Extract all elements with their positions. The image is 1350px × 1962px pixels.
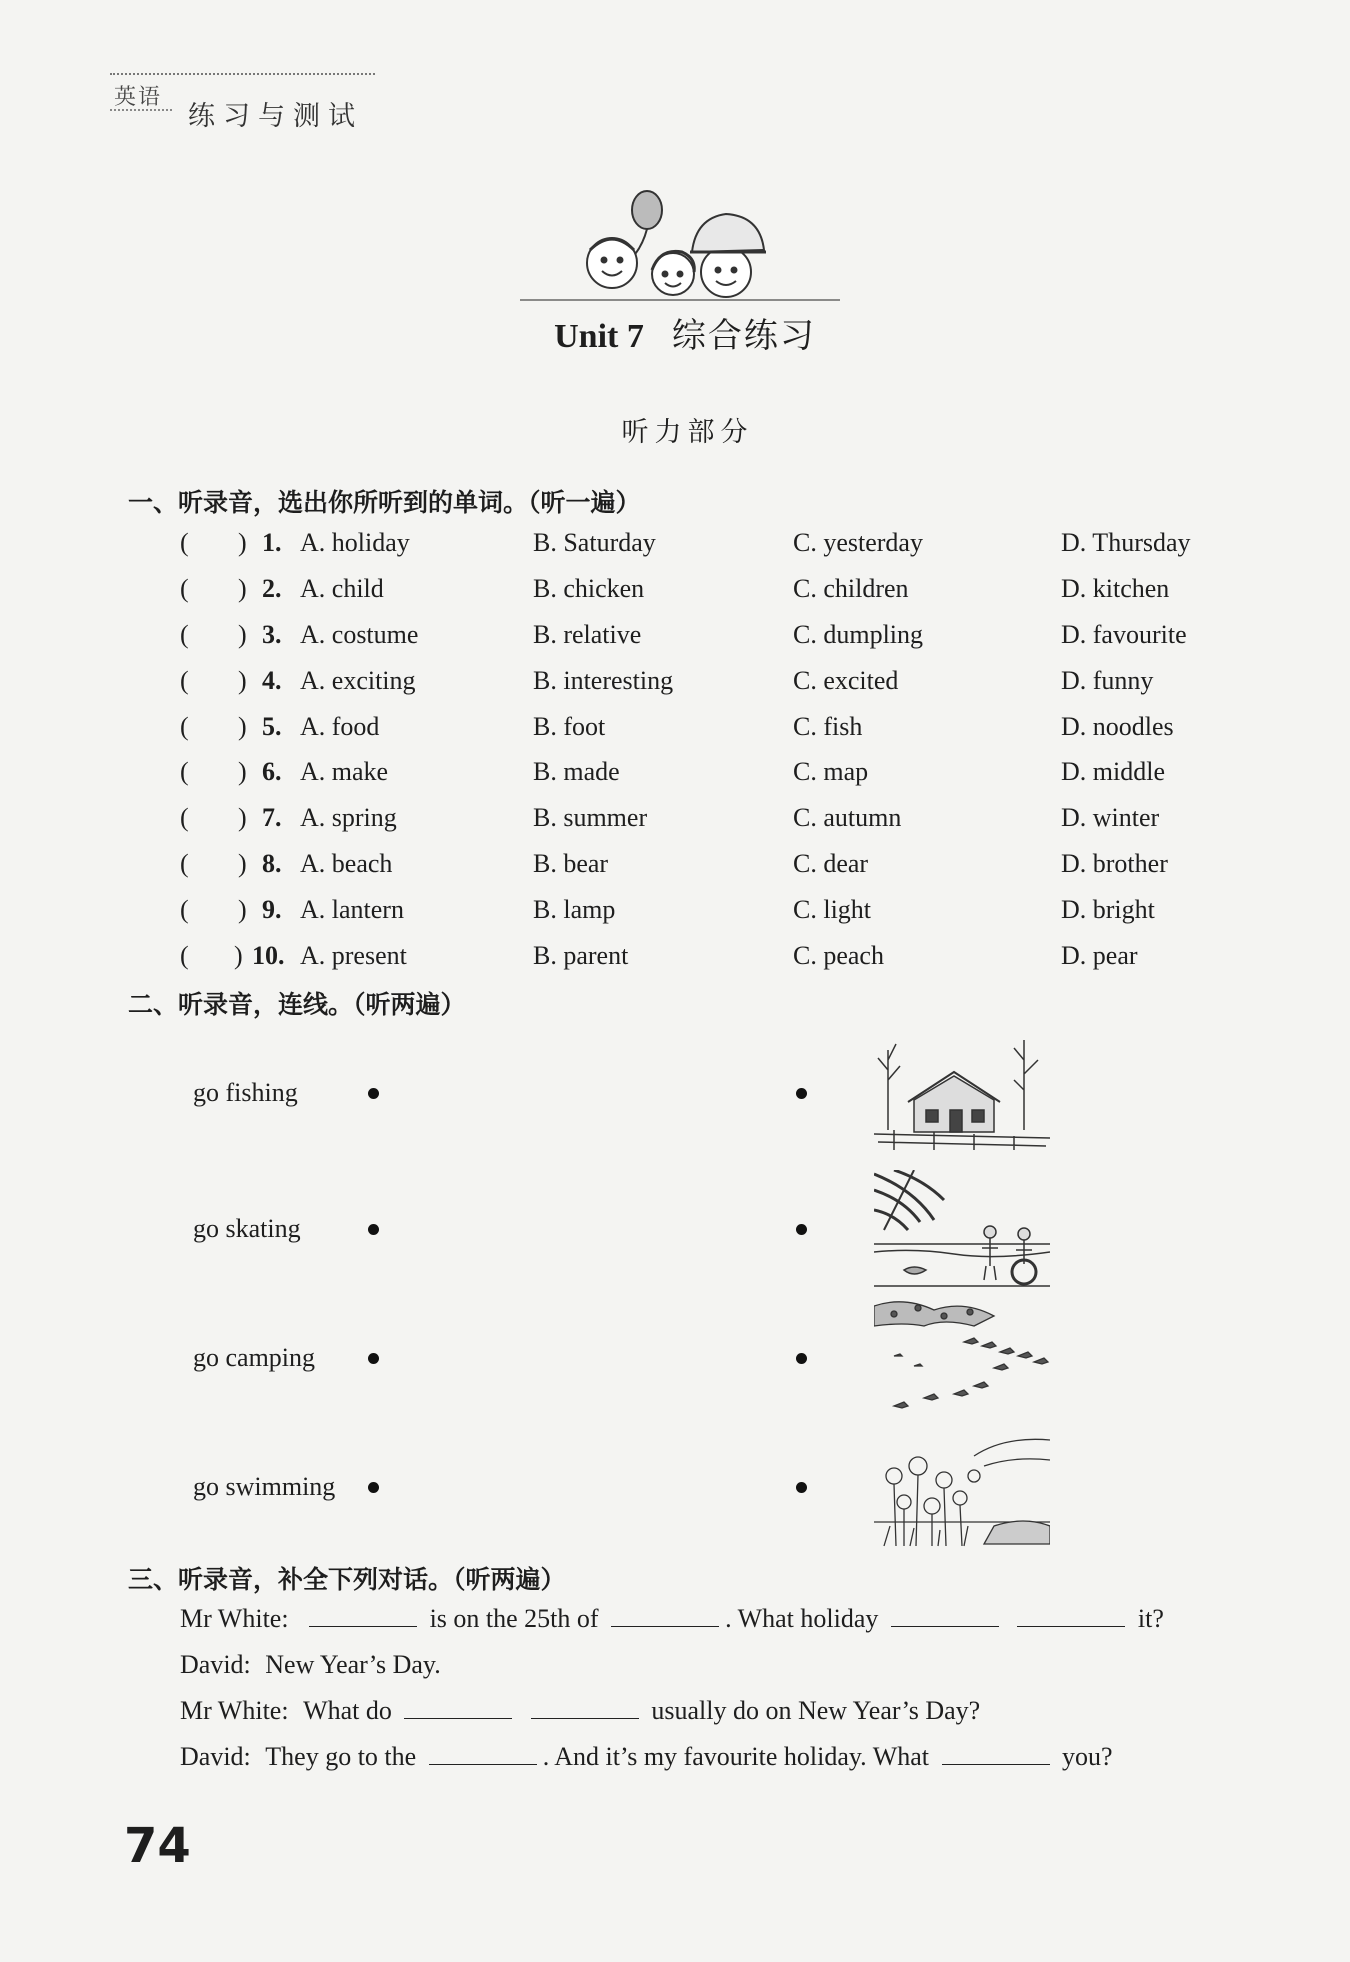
answer-paren-close: ): [238, 849, 247, 878]
answer-paren-close: ): [238, 757, 247, 786]
speaker-mr-white: Mr White:: [180, 1604, 289, 1633]
unit-title-en: Unit 7: [554, 318, 644, 355]
answer-paren-open[interactable]: (: [180, 712, 189, 741]
blank-2[interactable]: [611, 1604, 719, 1627]
answer-paren-close: ): [238, 574, 247, 603]
match-dot-left[interactable]: [368, 1088, 379, 1099]
book-title: 练习与测试: [188, 101, 363, 132]
blank-6[interactable]: [531, 1696, 639, 1719]
unit-title-cn: 综合练习: [671, 316, 816, 356]
answer-paren-close: ): [238, 666, 247, 695]
page-number: 74: [124, 1818, 191, 1874]
answer-paren-close: ): [238, 712, 247, 741]
option-d: D. winter: [1061, 803, 1160, 832]
option-a: A. exciting: [300, 666, 416, 695]
option-c: C. excited: [793, 666, 899, 695]
speaker-david: David:: [180, 1650, 251, 1679]
option-b: B. bear: [533, 849, 609, 878]
question-row: [0, 666, 1350, 706]
answer-paren-close: ): [238, 895, 247, 924]
question-number: 3.: [262, 620, 282, 649]
question-row: [0, 574, 1350, 614]
answer-paren-open[interactable]: (: [180, 528, 189, 557]
dialogue-line-2: [180, 1650, 441, 1680]
option-a: A. costume: [300, 620, 419, 649]
match-item-swimming: go swimming: [193, 1472, 336, 1501]
option-a: A. make: [300, 757, 389, 786]
blank-4[interactable]: [1017, 1604, 1125, 1627]
option-c: C. dear: [793, 849, 869, 878]
question-row: [0, 895, 1350, 935]
option-a: A. beach: [300, 849, 393, 878]
option-b: B. parent: [533, 941, 629, 970]
question-row: [0, 941, 1350, 981]
answer-paren-open[interactable]: (: [180, 941, 189, 970]
question-number: 9.: [262, 895, 282, 924]
question-number: 4.: [262, 666, 282, 695]
answer-paren-close: ): [238, 803, 247, 832]
question-number: 7.: [262, 803, 282, 832]
answer-paren-open[interactable]: (: [180, 666, 189, 695]
option-b: B. lamp: [533, 895, 616, 924]
question-number: 6.: [262, 757, 282, 786]
option-a: A. food: [300, 712, 380, 741]
question-number: 8.: [262, 849, 282, 878]
option-b: B. Saturday: [533, 528, 656, 557]
dialogue-line-1: [180, 1604, 1164, 1634]
match-dot-left[interactable]: [368, 1353, 379, 1364]
dialogue-text: What do: [303, 1696, 392, 1725]
kids-mascot-icon: [520, 188, 840, 306]
blank-5[interactable]: [404, 1696, 512, 1719]
dialogue-line-3: [180, 1696, 980, 1726]
option-c: C. fish: [793, 712, 863, 741]
match-item-camping: go camping: [193, 1343, 316, 1372]
question-number: 1.: [262, 528, 282, 557]
question-row: [0, 849, 1350, 889]
header-rule: [110, 73, 375, 75]
option-a: A. present: [300, 941, 407, 970]
answer-paren-open[interactable]: (: [180, 757, 189, 786]
option-a: A. child: [300, 574, 384, 603]
question-row: [0, 712, 1350, 752]
blank-7[interactable]: [429, 1742, 537, 1765]
option-c: C. autumn: [793, 803, 902, 832]
dialogue-text: . What holiday: [725, 1604, 879, 1633]
dialogue-text: usually do on New Year’s Day?: [651, 1696, 981, 1725]
section3-heading: 三、听录音，补全下列对话。（听两遍）: [128, 1565, 566, 1594]
beach-palm-icon: [874, 1170, 1050, 1292]
dialogue-text: you?: [1062, 1742, 1113, 1771]
question-row: [0, 803, 1350, 843]
question-row: [0, 620, 1350, 660]
option-b: B. summer: [533, 803, 648, 832]
option-b: B. chicken: [533, 574, 645, 603]
dialogue-text: New Year’s Day.: [265, 1650, 441, 1679]
section1-heading: 一、听录音，选出你所听到的单词。（听一遍）: [128, 488, 641, 517]
section2-heading: 二、听录音，连线。（听两遍）: [128, 990, 466, 1019]
match-item-fishing: go fishing: [193, 1078, 298, 1107]
option-d: D. favourite: [1061, 620, 1187, 649]
answer-paren-open[interactable]: (: [180, 849, 189, 878]
option-c: C. dumpling: [793, 620, 924, 649]
autumn-geese-icon: [874, 1296, 1050, 1418]
match-dot-right[interactable]: [796, 1353, 807, 1364]
option-b: B. relative: [533, 620, 642, 649]
option-c: C. children: [793, 574, 909, 603]
option-b: B. interesting: [533, 666, 674, 695]
subject-underline: [110, 109, 172, 111]
answer-paren-close: ): [238, 620, 247, 649]
option-d: D. funny: [1061, 666, 1154, 695]
dialogue-text: is on the 25th of: [429, 1604, 599, 1633]
match-item-skating: go skating: [193, 1214, 301, 1243]
option-a: A. spring: [300, 803, 397, 832]
answer-paren-close: ): [238, 528, 247, 557]
option-b: B. made: [533, 757, 620, 786]
dialogue-text: it?: [1137, 1604, 1164, 1633]
speaker-david: David:: [180, 1742, 251, 1771]
option-d: D. noodles: [1061, 712, 1174, 741]
answer-paren-close: ): [234, 941, 243, 970]
listening-part-title: 听力部分: [621, 417, 754, 448]
option-d: D. pear: [1061, 941, 1138, 970]
option-c: C. yesterday: [793, 528, 923, 557]
answer-paren-open[interactable]: (: [180, 803, 189, 832]
blank-1[interactable]: [309, 1604, 417, 1627]
answer-paren-open[interactable]: (: [180, 895, 189, 924]
dialogue-text: They go to the: [265, 1742, 417, 1771]
spring-flowers-icon: [874, 1426, 1050, 1548]
option-a: A. lantern: [300, 895, 404, 924]
blank-8[interactable]: [942, 1742, 1050, 1765]
subject-label: 英语: [114, 85, 163, 110]
option-d: D. brother: [1061, 849, 1168, 878]
dialogue-line-4: [180, 1742, 1113, 1772]
match-dot-right[interactable]: [796, 1088, 807, 1099]
question-number: 5.: [262, 712, 282, 741]
question-number: 2.: [262, 574, 282, 603]
answer-paren-open[interactable]: (: [180, 574, 189, 603]
answer-paren-open[interactable]: (: [180, 620, 189, 649]
match-dot-right[interactable]: [796, 1224, 807, 1235]
winter-house-icon: [874, 1030, 1050, 1152]
question-row: [0, 528, 1350, 568]
option-c: C. map: [793, 757, 869, 786]
unit-title: [0, 308, 1350, 357]
option-d: D. Thursday: [1061, 528, 1191, 557]
option-d: D. bright: [1061, 895, 1155, 924]
match-dot-left[interactable]: [368, 1482, 379, 1493]
match-dot-left[interactable]: [368, 1224, 379, 1235]
option-a: A. holiday: [300, 528, 410, 557]
option-d: D. kitchen: [1061, 574, 1170, 603]
question-row: [0, 757, 1350, 797]
speaker-mr-white: Mr White:: [180, 1696, 289, 1725]
blank-3[interactable]: [891, 1604, 999, 1627]
question-number: 10.: [252, 941, 285, 970]
option-c: C. peach: [793, 941, 884, 970]
match-dot-right[interactable]: [796, 1482, 807, 1493]
option-b: B. foot: [533, 712, 606, 741]
option-d: D. middle: [1061, 757, 1165, 786]
option-c: C. light: [793, 895, 872, 924]
dialogue-text: . And it’s my favourite holiday. What: [542, 1742, 930, 1771]
